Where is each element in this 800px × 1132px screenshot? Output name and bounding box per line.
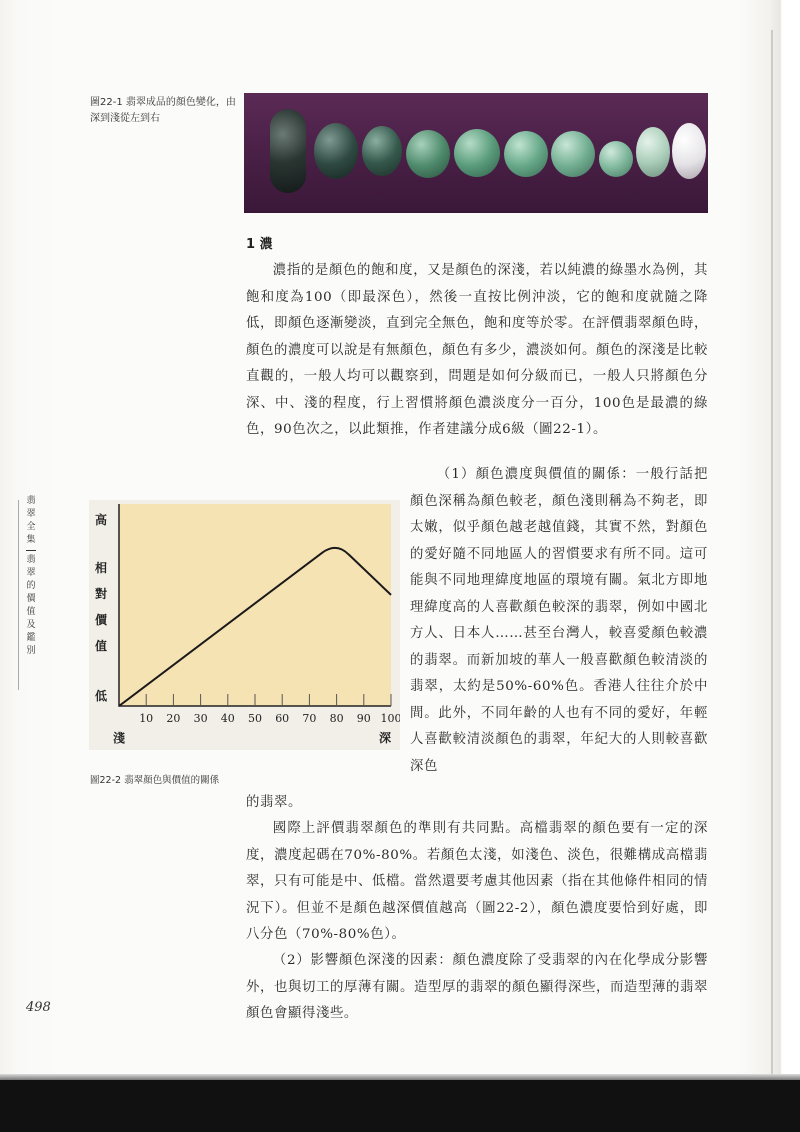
gem-3 (362, 126, 402, 176)
gem-8 (599, 141, 633, 177)
y-high-label: 高 (95, 513, 108, 527)
side-tab (24, 495, 38, 658)
side-tab-book: 翡翠全集 (26, 496, 36, 545)
gem-7 (551, 131, 595, 177)
x-tick-label: 80 (329, 712, 344, 725)
x-tick-label: 40 (220, 712, 235, 725)
x-tick-label: 60 (275, 712, 290, 725)
y-axis-label-char: 值 (95, 639, 108, 653)
gem-10 (672, 123, 706, 179)
value-chart (89, 500, 400, 750)
page-number: 498 (26, 1000, 51, 1015)
spine-edge (771, 30, 773, 1080)
x-tick-label: 10 (139, 712, 154, 725)
x-tick-label: 70 (302, 712, 317, 725)
y-axis-label-char: 相 (95, 561, 108, 575)
y-axis-label (94, 560, 108, 653)
margin-rule (18, 500, 19, 690)
paragraph-3: 國際上評價翡翠顏色的準則有共同點。高檔翡翠的顏色要有一定的深度，濃度起碼在70%-80%。若顏色太淺，如淺色、淡色，很難構成高檔翡翠，只有可能是中、低檔。當然還要考慮其他因素（指在其他條件相同的情況下）。但並不是顏色越深價值越高（圖22-2），顏色濃度要恰到好處，即八分色（70%-80%色）。 (246, 821, 708, 942)
x-tick-label: 100 (380, 712, 400, 725)
x-high-label: 深 (379, 731, 392, 745)
section-heading: 1 濃 (246, 237, 273, 252)
x-tick-label: 20 (166, 712, 181, 725)
scan-bottom-border (0, 1080, 800, 1132)
gem-1 (270, 109, 306, 193)
y-axis-label-char: 對 (95, 587, 108, 601)
paragraph-2-tail-block (246, 790, 708, 817)
paragraph-4-block (246, 948, 708, 1028)
paragraph-2-right: （1）顏色濃度與價值的關係：一般行話把顏色深稱為顏色較老，顏色淺則稱為不夠老，即太嫩，似乎顏色越老越值錢，其實不然，對顏色的愛好隨不同地區人的習慣要求有所不同。這可能與不同地理緯度地區的環境有關。氣北方即地理緯度高的人喜歡顏色較深的翡翠，例如中國北方人、日本人……甚至台灣人，較喜愛顏色較濃的翡翠。而新加坡的華人一般喜歡顏色較清淡的翡翠，太約是50%-60%色。香港人往往介於中間。此外，不同年齡的人也有不同的愛好，年輕人喜歡較清淡顏色的翡翠，年紀大的人則較喜歡深色 (410, 467, 708, 774)
gem-6 (504, 131, 548, 177)
side-tab-chapter: 翡翠的價值及鑑別 (26, 555, 36, 656)
paragraph-2-right-block (410, 462, 708, 780)
gem-9 (636, 127, 670, 177)
gem-4 (406, 130, 450, 178)
side-tab-divider (26, 550, 36, 551)
paragraph-1-block (246, 258, 708, 444)
gem-5 (454, 129, 500, 177)
x-tick-label: 90 (356, 712, 371, 725)
figure1-caption: 圖22-1 翡翠成品的顏色變化，由深到淺從左到右 (90, 97, 236, 124)
y-low-label: 低 (95, 689, 108, 703)
y-axis-label-char: 價 (95, 613, 108, 627)
gem-2 (314, 123, 358, 179)
paragraph-4: （2）影響顏色深淺的因素：顏色濃度除了受翡翠的內在化學成分影響外，也與切工的厚薄有關。造型厚的翡翠的顏色顯得深些，而造型薄的翡翠顏色會顯得淺些。 (246, 953, 708, 1021)
paragraph-2-tail: 的翡翠。 (246, 795, 302, 810)
x-tick-label: 30 (193, 712, 208, 725)
value-chart-panel (89, 500, 400, 750)
paragraph-3-block (246, 816, 708, 949)
paragraph-1: 濃指的是顏色的飽和度，又是顏色的深淺，若以純濃的綠墨水為例，其飽和度為100（即最深色），然後一直按比例沖淡，它的飽和度就隨之降低，即顏色逐漸變淡，直到完全無色，飽和度等於零。在評價翡翠顏色時，顏色的濃度可以說是有無顏色，顏色有多少，濃淡如何。顏色的深淺是比較直觀的，一般人均可以觀察到，問題是如何分級而已，一般人只將顏色分深、中、淺的程度，行上習慣將顏色濃淡度分一百分，100色是最濃的綠色，90色次之，以此類推，作者建議分成6級（圖22-1）。 (246, 263, 708, 437)
jade-color-photo (244, 93, 708, 213)
figure2-caption: 圖22-2 翡翠顏色與價值的關係 (90, 775, 220, 786)
x-low-label: 淺 (113, 731, 126, 745)
x-tick-label: 50 (248, 712, 262, 725)
